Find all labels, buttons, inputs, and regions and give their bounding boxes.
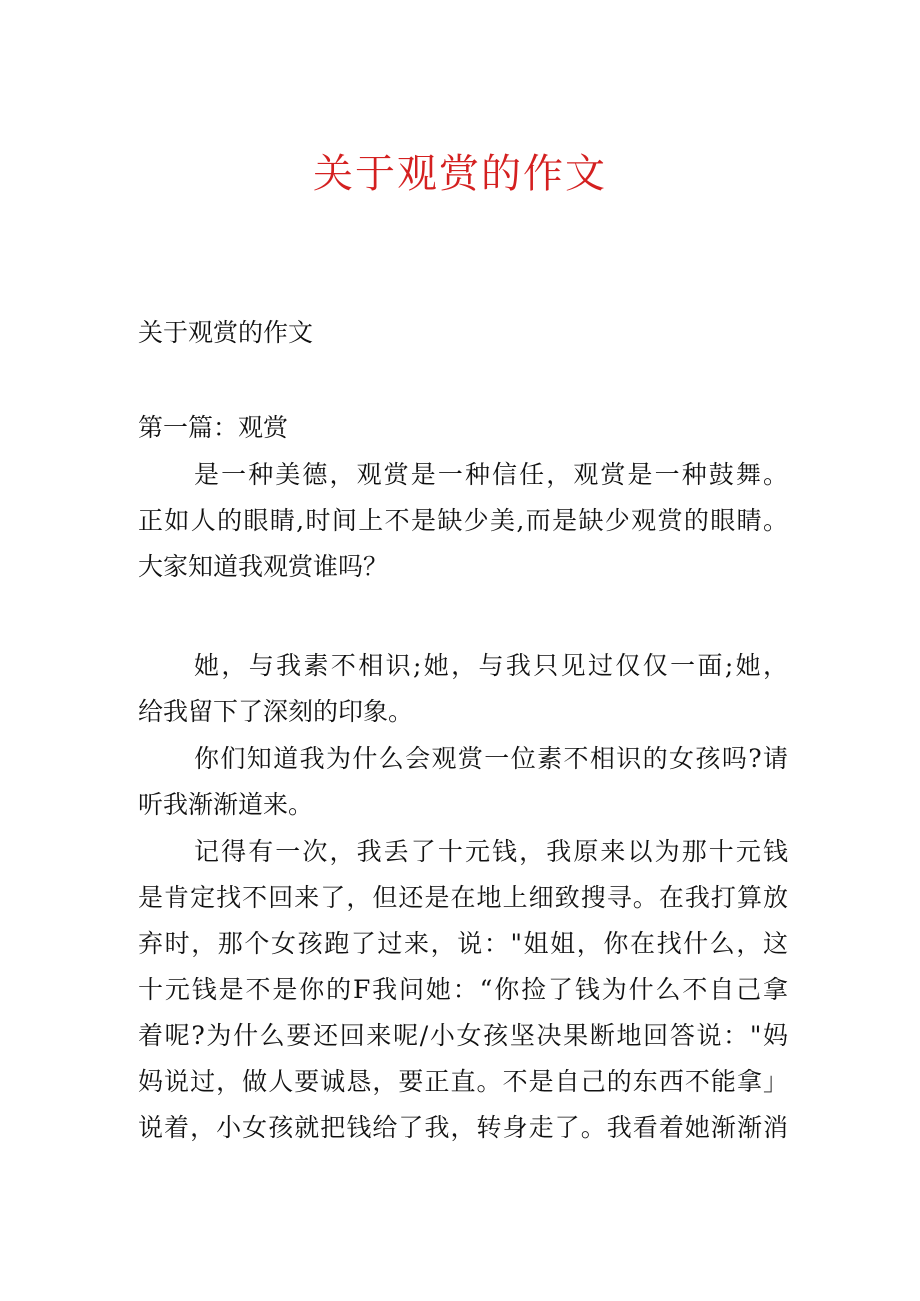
paragraph-line: 你们知道我为什么会观赏一位素不相识的女孩吗?请 bbox=[194, 744, 788, 773]
paragraph-line: 是肯定找不回来了，但还是在地上细致搜寻。在我打算放 bbox=[138, 883, 788, 912]
paragraph-line: 弃时，那个女孩跑了过来，说："姐姐，你在找什么，这 bbox=[138, 929, 788, 958]
paragraph-4 bbox=[138, 829, 788, 1151]
paragraph-line: 给我留下了深刻的印象。 bbox=[138, 697, 414, 726]
paragraph-line: 大家知道我观赏谁吗？ bbox=[138, 552, 389, 581]
paragraph-line: 正如人的眼睛,时间上不是缺少美,而是缺少观赏的眼睛。 bbox=[138, 506, 788, 535]
paragraph-line: 妈说过，做人要诚恳，要正直。不是自己的东西不能拿」 bbox=[138, 1067, 788, 1096]
paragraph-line: 记得有一次，我丢了十元钱，我原来以为那十元钱 bbox=[194, 837, 788, 866]
paragraph-line: 十元钱是不是你的F我问她：“你捡了钱为什么不自己拿 bbox=[138, 975, 788, 1004]
paragraph-3 bbox=[138, 736, 788, 828]
paragraph-2 bbox=[138, 643, 788, 735]
section-heading: 第一篇：观赏 bbox=[138, 413, 289, 442]
paragraph-line: 是一种美德，观赏是一种信任，观赏是一种鼓舞。 bbox=[194, 460, 788, 489]
document-title: 关于观赏的作文 bbox=[313, 151, 607, 197]
paragraph-1 bbox=[138, 452, 788, 590]
document-subtitle: 关于观赏的作文 bbox=[138, 318, 314, 347]
paragraph-line: 说着，小女孩就把钱给了我，转身走了。我看着她渐渐消 bbox=[138, 1113, 788, 1142]
paragraph-line: 着呢?为什么要还回来呢/小女孩坚决果断地回答说："妈 bbox=[138, 1021, 788, 1050]
paragraph-line: 听我渐渐道来。 bbox=[138, 790, 314, 819]
paragraph-line: 她，与我素不相识;她，与我只见过仅仅一面;她， bbox=[194, 651, 788, 680]
